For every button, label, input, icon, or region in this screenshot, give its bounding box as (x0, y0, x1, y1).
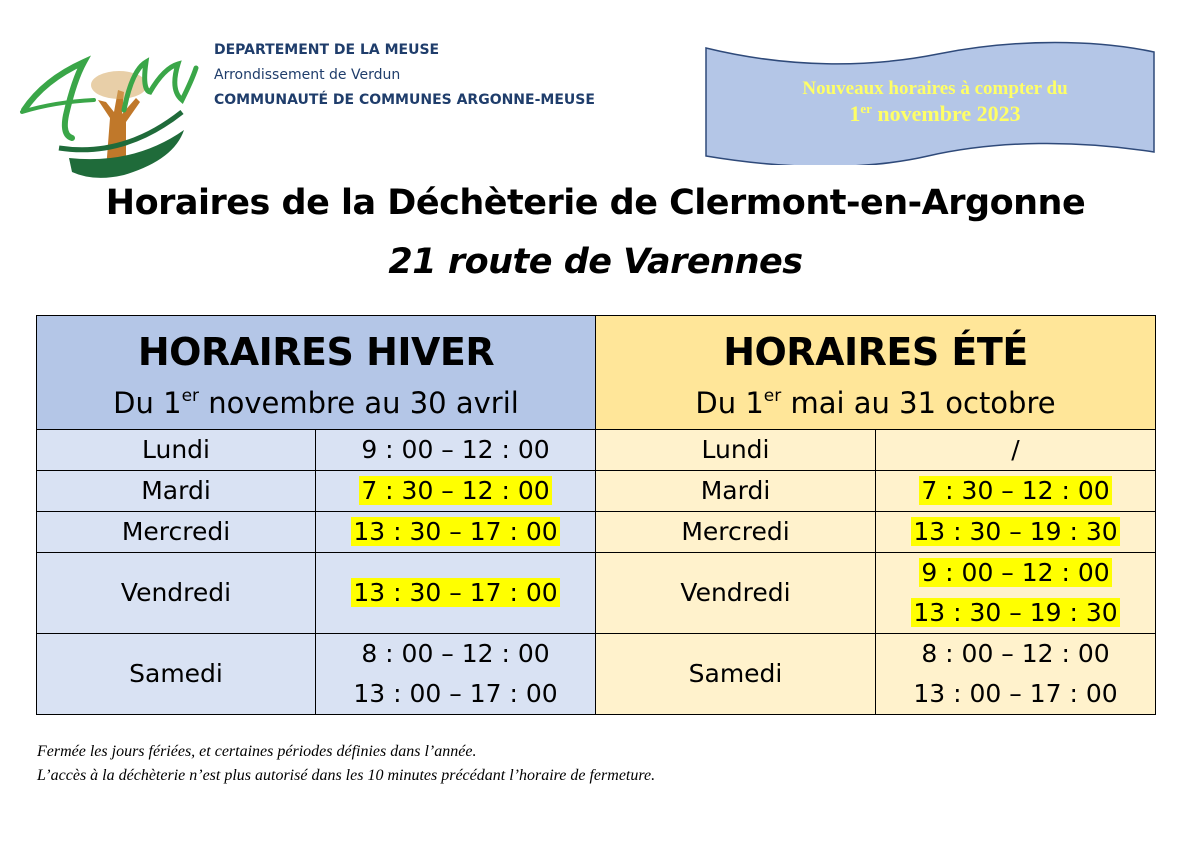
summer-hours-cell (876, 634, 1156, 715)
banner-line-1: Nouveaux horaires à compter du (802, 78, 1068, 99)
hours-value: 13 : 00 – 17 : 00 (913, 679, 1118, 708)
hours-value-highlighted: 13 : 30 – 17 : 00 (353, 517, 558, 546)
summer-hours-cell (876, 512, 1156, 553)
summer-day-cell: Vendredi (596, 553, 876, 634)
hours-value-highlighted: 7 : 30 – 12 : 00 (921, 476, 1110, 505)
hours-line (876, 593, 1155, 633)
table-row (37, 634, 1156, 715)
closure-note: Fermée les jours fériées, et certaines périodes définies dans l’année. (37, 743, 477, 760)
hours-value-highlighted: 7 : 30 – 12 : 00 (361, 476, 550, 505)
summer-period-end: mai au 31 octobre (781, 385, 1056, 420)
winter-day-cell: Lundi (37, 430, 316, 471)
page-subtitle: 21 route de Varennes (388, 242, 803, 282)
winter-hours-cell (316, 512, 596, 553)
hours-value-highlighted: 13 : 30 – 19 : 30 (913, 598, 1118, 627)
winter-day-cell: Mardi (37, 471, 316, 512)
hours-value-highlighted: 13 : 30 – 17 : 00 (353, 578, 558, 607)
hours-value: 8 : 00 – 12 : 00 (921, 639, 1110, 668)
banner-text (740, 77, 1130, 127)
tree-foliage-shape (91, 71, 147, 99)
hours-value-highlighted: 13 : 30 – 19 : 30 (913, 517, 1118, 546)
winter-day-cell: Mercredi (37, 512, 316, 553)
summer-day-cell: Lundi (596, 430, 876, 471)
summer-hours-cell (876, 553, 1156, 634)
summer-day-cell: Mardi (596, 471, 876, 512)
arrondissement-name: Arrondissement de Verdun (214, 67, 401, 83)
winter-hours-cell (316, 634, 596, 715)
table-row (37, 471, 1156, 512)
summer-period-suffix: er (763, 385, 782, 406)
winter-period-suffix: er (181, 385, 200, 406)
summer-period-start: Du 1 (695, 385, 764, 420)
summer-period (596, 380, 1155, 426)
winter-hours-cell (316, 430, 596, 471)
summer-day-cell: Samedi (596, 634, 876, 715)
access-note: L’accès à la déchèterie n’est plus autorisé dans les 10 minutes précédant l’horaire de fermeture. (37, 767, 656, 784)
communaute-de-communes-logo (14, 40, 204, 185)
summer-hours-cell (876, 471, 1156, 512)
winter-hours-cell (316, 553, 596, 634)
community-name: COMMUNAUTÉ DE COMMUNES ARGONNE-MEUSE (214, 92, 595, 108)
winter-period (37, 380, 595, 426)
winter-hours-cell (316, 471, 596, 512)
banner-day-number: 1 (849, 101, 861, 126)
department-name: DEPARTEMENT DE LA MEUSE (214, 42, 440, 58)
footnotes (37, 740, 655, 788)
winter-day-cell: Samedi (37, 634, 316, 715)
hours-value: 8 : 00 – 12 : 00 (361, 639, 550, 668)
hours-value: / (1011, 435, 1020, 464)
banner-month-year: novembre 2023 (871, 101, 1021, 126)
schedule-table (36, 315, 1156, 715)
winter-period-start: Du 1 (113, 385, 182, 420)
ribbon-shape (69, 130, 184, 178)
banner-line-2 (740, 101, 1130, 127)
table-row (37, 512, 1156, 553)
page-title: Horaires de la Déchèterie de Clermont-en-Argonne (105, 183, 1086, 223)
organization-header (214, 38, 595, 113)
summer-title: HORAIRES ÉTÉ (723, 329, 1028, 374)
table-row (37, 430, 1156, 471)
hours-line (876, 553, 1155, 593)
summer-day-cell: Mercredi (596, 512, 876, 553)
hours-value-highlighted: 9 : 00 – 12 : 00 (921, 558, 1110, 587)
winter-day-cell: Vendredi (37, 553, 316, 634)
hours-value: 13 : 00 – 17 : 00 (353, 679, 558, 708)
winter-title: HORAIRES HIVER (137, 329, 495, 374)
hours-value: 9 : 00 – 12 : 00 (361, 435, 550, 464)
winter-period-end: novembre au 30 avril (199, 385, 519, 420)
banner-day-suffix: er (860, 101, 872, 116)
summer-header (596, 316, 1156, 430)
table-row (37, 553, 1156, 634)
winter-header (37, 316, 596, 430)
summer-hours-cell (876, 430, 1156, 471)
